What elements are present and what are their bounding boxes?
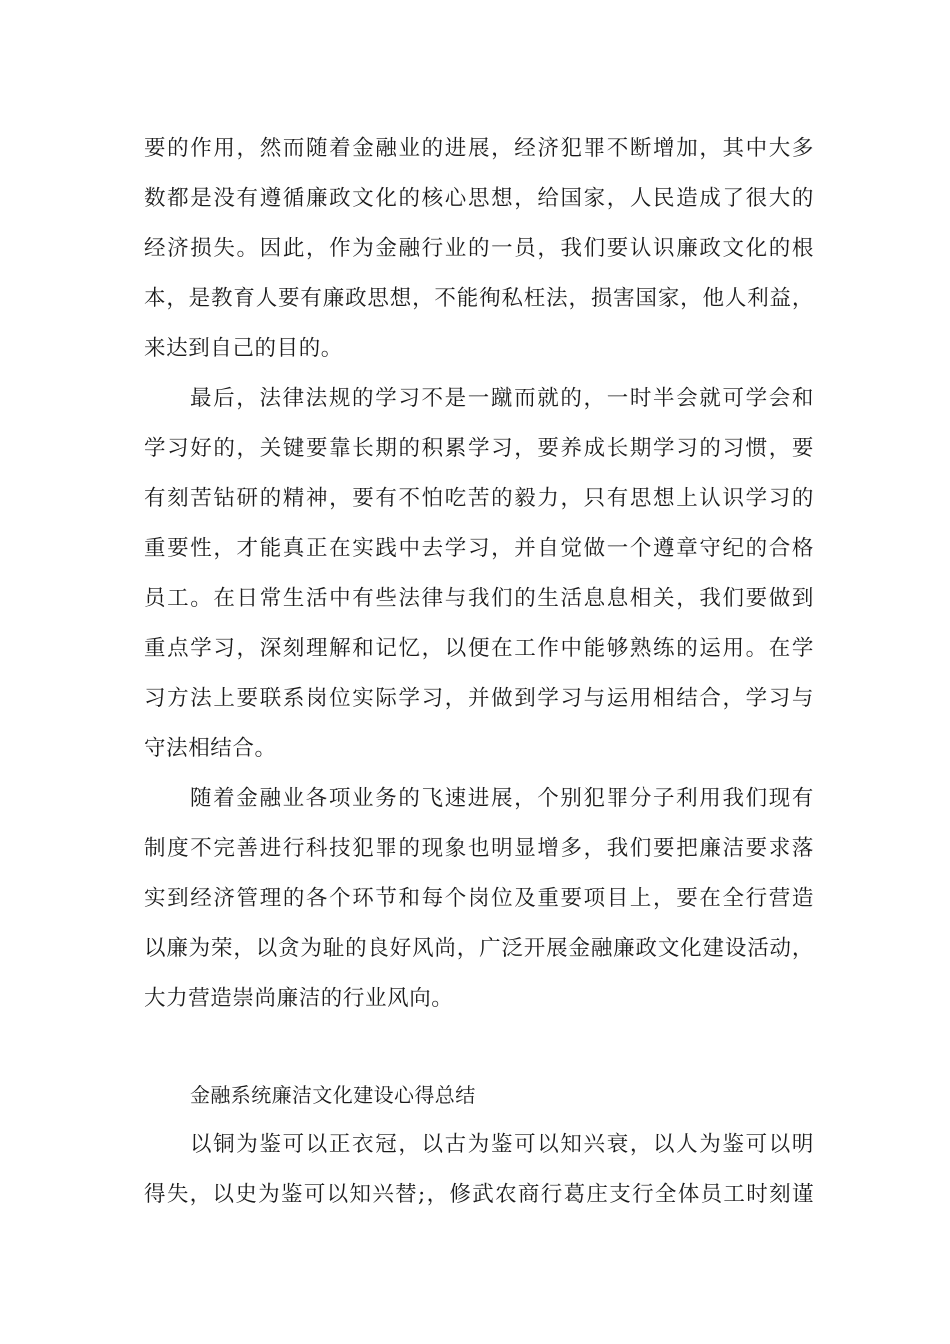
paragraph-3-line-3: 实到经济管理的各个环节和每个岗位及重要项目上，要在全行营造 [144,886,814,911]
final-paragraph-line-2: 得失，以史为鉴可以知兴替;，修武农商行葛庄支行全体员工时刻谨 [144,1182,814,1207]
paragraph-1-line-1: 要的作用，然而随着金融业的进展，经济犯罪不断增加，其中大多 [144,136,814,161]
paragraph-1-line-3: 经济损失。因此，作为金融行业的一员，我们要认识廉政文化的根 [144,236,814,261]
paragraph-2-line-4: 重要性，才能真正在实践中去学习，并自觉做一个遵章守纪的合格 [144,536,814,561]
section-heading: 金融系统廉洁文化建设心得总结 [190,1083,476,1107]
paragraph-2-line-5: 员工。在日常生活中有些法律与我们的生活息息相关，我们要做到 [144,586,814,611]
paragraph-2-line-3: 有刻苦钻研的精神，要有不怕吃苦的毅力，只有思想上认识学习的 [144,486,814,511]
paragraph-3-line-4: 以廉为荣，以贪为耻的良好风尚，广泛开展金融廉政文化建设活动， [144,936,814,961]
paragraph-1-line-2: 数都是没有遵循廉政文化的核心思想，给国家，人民造成了很大的 [144,186,814,211]
paragraph-3-line-5: 大力营造崇尚廉洁的行业风向。 [144,986,454,1011]
paragraph-2-line-6: 重点学习，深刻理解和记忆，以便在工作中能够熟练的运用。在学 [144,636,814,661]
paragraph-3-line-2: 制度不完善进行科技犯罪的现象也明显增多，我们要把廉洁要求落 [144,836,814,861]
paragraph-3-line-1: 随着金融业各项业务的飞速进展，个别犯罪分子利用我们现有 [190,786,814,811]
paragraph-2-line-2: 学习好的，关键要靠长期的积累学习，要养成长期学习的习惯，要 [144,436,814,461]
paragraph-2-line-8: 守法相结合。 [144,736,277,761]
paragraph-1-line-4: 本，是教育人要有廉政思想，不能徇私枉法，损害国家，他人利益， [144,286,814,311]
final-paragraph-line-1: 以铜为鉴可以正衣冠，以古为鉴可以知兴衰，以人为鉴可以明 [190,1132,814,1157]
paragraph-2-line-1: 最后，法律法规的学习不是一蹴而就的，一时半会就可学会和 [190,386,814,411]
paragraph-1-line-5: 来达到自己的目的。 [144,336,343,361]
paragraph-2-line-7: 习方法上要联系岗位实际学习，并做到学习与运用相结合，学习与 [144,686,814,711]
